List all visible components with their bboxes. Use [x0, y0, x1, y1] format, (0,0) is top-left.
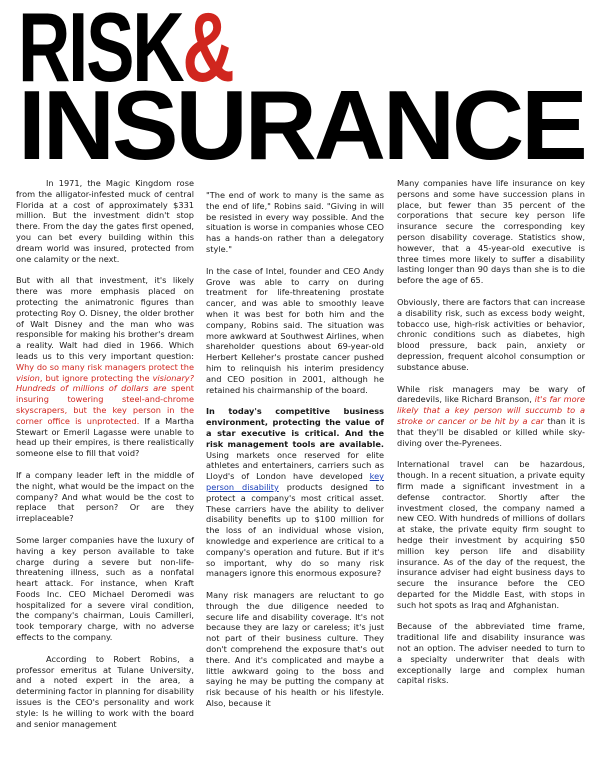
paragraph: According to Robert Robins, a professor emeritus at Tulane University, and a noted expert in the area, a determining factor in planning for disability issues is the CEO's personality and work style: Is he willing to work with the board and senior management — [16, 653, 194, 729]
paragraph-text: While risk managers may be wary of daredevils, like Richard Branson, — [397, 383, 585, 405]
paragraph-text: But with all that investment, it's likely there was more emphasis placed on protecting the animatronic figures than protecting Roy O. Disney, the older brother of Walt Disney and the man who was responsible for making his brother's dream a reality. Walt had died in 1966. Which leads us to this very important question: — [16, 275, 194, 361]
key-person-disability-link[interactable]: key person disability — [206, 471, 384, 492]
highlight-italic: visionary? Hundreds of millions of dollars are — [16, 372, 194, 394]
highlighted-statement: it's far more likely that a key person will succumb to a stroke or cancer or be hit by a car — [397, 394, 585, 426]
paragraph: "The end of work to many is the same as the end of life," Robins said. "Giving in will be resisted in every way possible. And the situation is worse in companies whose CEO has a hands-on rather than a delegatory style." — [206, 190, 384, 254]
article-column-2 — [206, 190, 384, 720]
paragraph: Many risk managers are reluctant to go through the due diligence needed to secure life and disability coverage. It's not because they are lazy or careless; it's just not part of their business culture. They don't comprehend the exposure that's out there. And it's complicated and maybe a little awkward going to the boss and saying he may be putting the company at risk because of his health or his lifestyle. Also, because it — [206, 590, 384, 709]
masthead-logo — [0, 0, 600, 178]
paragraph — [206, 406, 384, 579]
highlight-italic: vision — [16, 372, 40, 383]
paragraph: Many companies have life insurance on key persons and some have succession plans in place, but fewer than 35 percent of the corporations that secure key person life insurance secure the corresponding key person disability coverage. Statistics show, however, that a 45-year-old executive is three times more likely to suffer a disability lasting longer than 90 days than she is to die before the age of 65. — [397, 178, 585, 286]
article-column-1 — [16, 178, 194, 740]
highlight-text: , but ignore protecting the — [39, 372, 153, 383]
masthead-word-risk: RISK — [18, 0, 183, 102]
paragraph: International travel can be hazardous, though. In a recent situation, a private equity firm made a significant investment in a defense contractor. Shortly after the investment closed, the company named a new CEO. With hundreds of millions of dollars at stake, the private equity firm sought to hedge their investment by acquiring $50 million key person life and disability insurance. As of the day of the request, the insurance adviser had eight business days to secure the insurance before the CEO departed for the Middle East, with stops in such hot spots as Iraq and Afghanistan. — [397, 459, 585, 610]
paragraph: In the case of Intel, founder and CEO Andy Grove was able to carry on during treatment for life-threatening prostate cancer, and was able to smoothly leave when it was best for both him and the company, Robins said. The situation was more awkward at Southwest Airlines, when shareholder questions about 69-year-old Herbert Kelleher's prostate cancer pushed him to relinquish his interim presidency and CEO position in 2001, although he retained his chairmanship of the board. — [206, 265, 384, 395]
paragraph-text: Using markets once reserved for elite athletes and entertainers, carriers such as Lloyd's of London have developed — [206, 449, 384, 482]
paragraph: Obviously, there are factors that can increase a disability risk, such as excess body weight, tobacco use, high-risk activities or behavior, chronic conditions such as diabetes, high blood pressure, back pain, anxiety or depression, frequent alcohol consumption or substance abuse. — [397, 296, 585, 372]
article-column-3 — [397, 178, 585, 697]
paragraph: If a company leader left in the middle of the night, what would be the impact on the company? And what would be the cost to replace that person? Or are they irreplaceable? — [16, 469, 194, 524]
paragraph-text: If a Martha Stewart or Emeril Lagasse were unable to head up their empires, is there realistically someone else to fill that void? — [16, 415, 194, 459]
highlight-text: Why do so many risk managers protect the — [16, 361, 194, 372]
masthead-ampersand: & — [182, 0, 233, 102]
masthead-line-insurance: INSURANCE — [18, 70, 585, 180]
paragraph: In 1971, the Magic Kingdom rose from the alligator-infested muck of central Florida at a cost of approximately $331 million. But the investment didn't stop there. From the day the gates first opened, you can bet every building within this dream world was insured, protected from one calamity or the next. — [16, 178, 194, 264]
paragraph-text: products designed to protect a company's most critical asset. These carriers have the ability to deliver disability benefits up to $100 million for the loss of an individual whose vision, knowledge and experience are critical to a company's operation and future. But if it's so important, why do so many risk managers ignore this enormous exposure? — [206, 481, 384, 579]
bold-statement: In today's competitive business environment, protecting the value of a star executive is critical. And the risk management tools are available. — [206, 406, 384, 449]
highlight-text: spent insuring towering steel-and-chrome skyscrapers, but the key person in the corner office is unprotected. — [16, 383, 194, 426]
paragraph: Some larger companies have the luxury of having a key person available to take charge during a severe but non-life-threatening illness, such as a nonfatal heart attack. For instance, when Kraft Foods Inc. CEO Michael Deromedi was hospitalized for a severe viral condition, the company's chairman, Louis Camilleri, took temporary charge, with no adverse effects to the company. — [16, 534, 194, 643]
paragraph — [16, 275, 194, 459]
paragraph — [397, 384, 585, 449]
paragraph: Because of the abbreviated time frame, traditional life and disability insurance was not an option. The adviser needed to turn to a specialty underwriter that deals with exceptionally large and complex human capital risks. — [397, 621, 585, 686]
paragraph-text: than it is that they'll be disabled or killed while sky-diving over the-Pyrenees. — [397, 415, 585, 448]
